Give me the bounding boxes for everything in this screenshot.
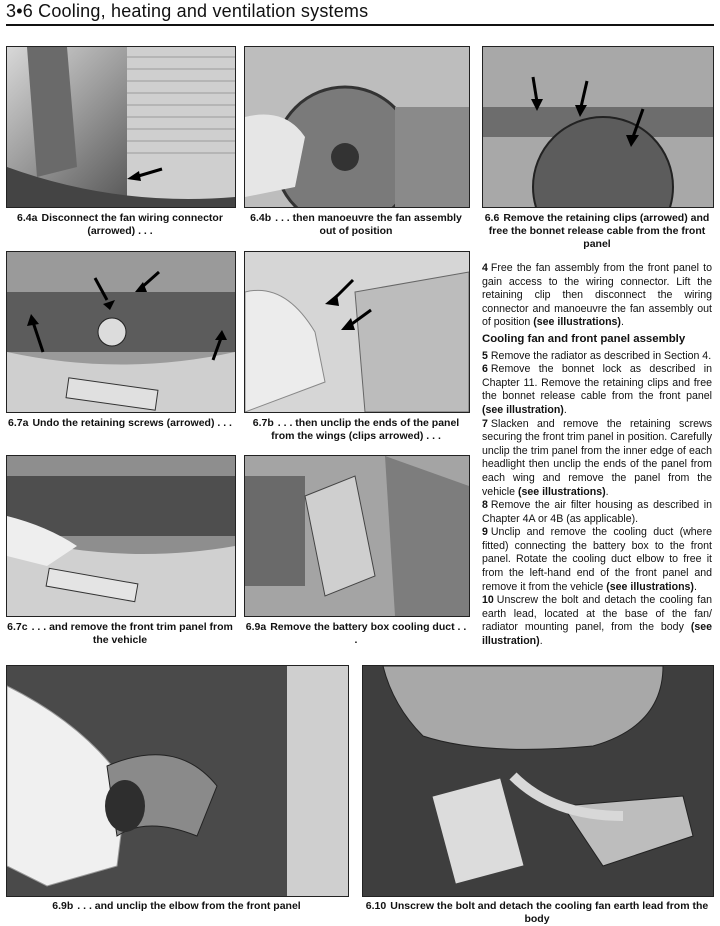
caption-6-7b: 6.7b . . . then unclip the ends of the panel from the wings (clips arrowed) . . . <box>252 417 460 442</box>
paragraph-10: 10 Unscrew the bolt and detach the cooling fan earth lead, located at the base of the fan/ radiator mounting panel, from the body (see illustration). <box>482 594 713 648</box>
photo-6-6 <box>482 46 714 208</box>
caption-6-9a: 6.9a Remove the battery box cooling duct . . . <box>245 621 467 646</box>
page-header <box>6 0 714 28</box>
photo-6-9a <box>244 455 470 617</box>
photo-6-10 <box>362 665 714 897</box>
section-heading: Cooling fan and front panel assembly <box>482 332 686 345</box>
photo-6-7a <box>6 251 236 413</box>
page-title: 3•6 Cooling, heating and ventilation systems <box>6 1 369 21</box>
photo-6-9b <box>6 665 349 897</box>
photo-6-4b <box>244 46 470 208</box>
caption-6-7c: 6.7c . . . and remove the front trim panel from the vehicle <box>7 621 233 646</box>
caption-6-4b: 6.4b . . . then manoeuvre the fan assembly out of position <box>250 212 462 237</box>
photo-6-7c <box>6 455 236 617</box>
caption-6-9b: 6.9b . . . and unclip the elbow from the front panel <box>52 900 301 912</box>
body-text <box>482 262 712 649</box>
photo-6-7b <box>244 251 470 413</box>
paragraph-6: 6 Remove the bonnet lock as described in Chapter 11. Remove the retaining clips and free the bonnet release cable from the front panel (see illustration). <box>482 363 712 416</box>
paragraph-9: 9 Unclip and remove the cooling duct (where fitted) connecting the battery box to the front panel. Rotate the cooling duct elbow to free it from the left-hand end of the front panel and remove it from the vehicle (see illustrations). <box>482 526 712 593</box>
caption-6-6: 6.6 Remove the retaining clips (arrowed) and free the bonnet release cable from the front panel <box>484 212 710 250</box>
paragraph-7: 7 Slacken and remove the retaining screws securing the front trim panel in position. Carefully unclip the trim panel from the inner edge of each headlight then unclip the ends of the panel from each wing and remove the panel from the vehicle (see illustrations). <box>482 417 712 498</box>
paragraph-8: 8 Remove the air filter housing as described in Chapter 4A or 4B (as applicable). <box>482 499 712 525</box>
paragraph-4: 4 Free the fan assembly from the front panel to gain access to the wiring connector. Lift the retaining clip then disconnect the wiring connector and manoeuvre the fan assembly out of position (see illustrations). <box>482 262 712 329</box>
header-rule <box>6 24 714 26</box>
caption-6-7a: 6.7a Undo the retaining screws (arrowed) . . . <box>8 417 232 429</box>
photo-6-4a <box>6 46 236 208</box>
caption-6-4a: 6.4a Disconnect the fan wiring connector (arrowed) . . . <box>17 212 223 237</box>
paragraph-5: 5 Remove the radiator as described in Section 4. <box>482 349 712 362</box>
caption-6-10: 6.10 Unscrew the bolt and detach the cooling fan earth lead from the body <box>365 900 709 925</box>
